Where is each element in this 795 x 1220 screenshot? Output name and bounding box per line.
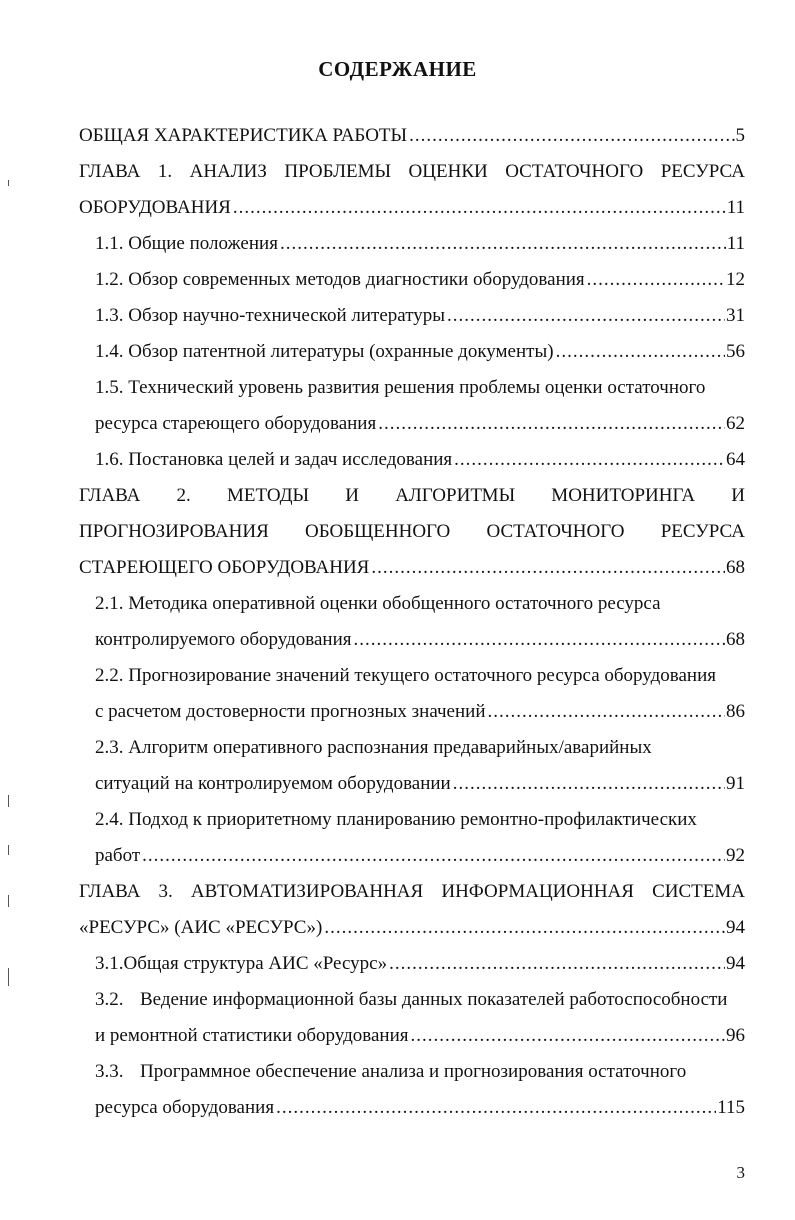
toc-entry-text: ПРОГНОЗИРОВАНИЯ ОБОБЩЕННОГО ОСТАТОЧНОГО РЕСУРСА bbox=[79, 521, 745, 542]
toc-entry-text: ГЛАВА 1. АНАЛИЗ ПРОБЛЕМЫ ОЦЕНКИ ОСТАТОЧНОГО РЕСУРСА bbox=[79, 161, 745, 182]
toc-entry-text: Программное обеспечение анализа и прогнозирования остаточного bbox=[140, 1061, 687, 1082]
toc-entry-text: ГЛАВА 3. АВТОМАТИЗИРОВАННАЯ ИНФОРМАЦИОННАЯ СИСТЕМА bbox=[79, 881, 745, 902]
toc-entry-1-4 bbox=[79, 334, 745, 370]
toc-entry-chapter-3-cont bbox=[79, 910, 745, 946]
dot-leader bbox=[276, 1090, 716, 1126]
toc-entry-text: 1.5. Технический уровень развития решения проблемы оценки остаточного bbox=[95, 377, 706, 398]
dot-leader bbox=[354, 622, 725, 658]
dot-leader bbox=[488, 694, 726, 730]
toc-entry-1-2 bbox=[79, 262, 745, 298]
toc-entry-text: и ремонтной статистики оборудования bbox=[95, 1025, 409, 1046]
toc-entry-1-1 bbox=[79, 226, 745, 262]
toc-entry-2-3 bbox=[79, 730, 745, 766]
toc-entry-2-1-cont bbox=[79, 622, 745, 658]
toc-entry-2-2-cont bbox=[79, 694, 745, 730]
toc-entry-text: ГЛАВА 2. МЕТОДЫ И АЛГОРИТМЫ МОНИТОРИНГА И bbox=[79, 485, 745, 506]
toc-entry-text: 2.4. Подход к приоритетному планированию ремонтно-профилактических bbox=[95, 809, 697, 830]
toc-entry-text: 2.1. Методика оперативной оценки обобщенного остаточного ресурса bbox=[95, 593, 661, 614]
toc-page-number: 94 bbox=[726, 917, 745, 938]
toc-page-number: 11 bbox=[726, 233, 745, 254]
toc-entry-3-2-cont bbox=[79, 1018, 745, 1054]
toc-entry-text: ресурса оборудования bbox=[95, 1097, 275, 1118]
toc-entry-chapter-2 bbox=[79, 478, 745, 514]
toc-page-number: 92 bbox=[726, 845, 745, 866]
page-title: СОДЕРЖАНИЕ bbox=[318, 57, 477, 81]
toc-entry-text: СТАРЕЮЩЕГО ОБОРУДОВАНИЯ bbox=[79, 557, 370, 578]
toc-entry-number: 3.1. bbox=[95, 953, 124, 974]
toc-page-number: 115 bbox=[717, 1097, 745, 1118]
toc-entry-chapter-2-end bbox=[79, 550, 745, 586]
toc-entry-1-5-cont bbox=[79, 406, 745, 442]
dot-leader bbox=[410, 1018, 725, 1054]
dot-leader bbox=[454, 442, 725, 478]
toc-page-number: 68 bbox=[726, 557, 745, 578]
toc-entry-1-3 bbox=[79, 298, 745, 334]
toc-page-number: 91 bbox=[726, 773, 745, 794]
toc-entry-text: 1.6. Постановка целей и задач исследования bbox=[95, 449, 453, 470]
dot-leader bbox=[447, 298, 725, 334]
toc-entry-text: 2.3. Алгоритм оперативного распознания предаварийных/аварийных bbox=[95, 737, 652, 758]
dot-leader bbox=[556, 334, 725, 370]
toc-entry-3-1 bbox=[79, 946, 745, 982]
toc-page-number: 31 bbox=[726, 305, 745, 326]
toc-page-number: 5 bbox=[735, 125, 745, 146]
toc-entry-general bbox=[79, 118, 745, 154]
toc-entry-chapter-1 bbox=[79, 154, 745, 190]
toc-entry-text: 1.3. Обзор научно-технической литературы bbox=[95, 305, 446, 326]
toc-entry-text: контролируемого оборудования bbox=[95, 629, 352, 650]
scan-margin-mark bbox=[8, 895, 9, 907]
dot-leader bbox=[409, 118, 734, 154]
toc-entry-2-4-cont bbox=[79, 838, 745, 874]
toc-entry-text: ОБЩАЯ ХАРАКТЕРИСТИКА РАБОТЫ bbox=[79, 125, 408, 146]
toc-entry-3-3-cont bbox=[79, 1090, 745, 1126]
toc-page-number: 12 bbox=[726, 269, 745, 290]
toc-entry-1-6 bbox=[79, 442, 745, 478]
dot-leader bbox=[142, 838, 725, 874]
toc-page-number: 86 bbox=[726, 701, 745, 722]
toc-entry-chapter-2-cont bbox=[79, 514, 745, 550]
page-number: 3 bbox=[736, 1163, 745, 1182]
dot-leader bbox=[280, 226, 726, 262]
toc-entry-text: ресурса стареющего оборудования bbox=[95, 413, 377, 434]
toc-page-number: 68 bbox=[726, 629, 745, 650]
dot-leader bbox=[324, 910, 725, 946]
scan-margin-mark bbox=[8, 845, 9, 855]
toc-entry-2-4 bbox=[79, 802, 745, 838]
toc-entry-2-2 bbox=[79, 658, 745, 694]
toc-entry-text: работ bbox=[95, 845, 141, 866]
toc-entry-chapter-1-cont bbox=[79, 190, 745, 226]
toc-page-number: 11 bbox=[726, 197, 745, 218]
toc-page-number: 64 bbox=[726, 449, 745, 470]
toc-entry-number: 3.3. bbox=[95, 1061, 124, 1082]
toc-entry-text: Ведение информационной базы данных показателей работоспособности bbox=[140, 989, 728, 1010]
toc-entry-text: Общая структура АИС «Ресурс» bbox=[123, 953, 388, 974]
toc-entry-text: 2.2. Прогнозирование значений текущего остаточного ресурса оборудования bbox=[95, 665, 716, 686]
table-of-contents bbox=[79, 118, 745, 1126]
toc-entry-text: 1.1. Общие положения bbox=[95, 233, 278, 254]
dot-leader bbox=[453, 766, 725, 802]
toc-entry-chapter-3 bbox=[79, 874, 745, 910]
toc-entry-text: ОБОРУДОВАНИЯ bbox=[79, 197, 231, 218]
toc-entry-text: «РЕСУРС» (АИС «РЕСУРС») bbox=[79, 917, 323, 938]
toc-entry-text: с расчетом достоверности прогнозных значений bbox=[95, 701, 486, 722]
dot-leader bbox=[233, 190, 726, 226]
dot-leader bbox=[378, 406, 725, 442]
scan-margin-mark bbox=[8, 180, 9, 186]
toc-entry-3-2 bbox=[79, 982, 745, 1018]
toc-entry-2-3-cont bbox=[79, 766, 745, 802]
toc-entry-2-1 bbox=[79, 586, 745, 622]
dot-leader bbox=[587, 262, 725, 298]
toc-entry-text: 1.2. Обзор современных методов диагностики оборудования bbox=[95, 269, 585, 290]
toc-page-number: 56 bbox=[726, 341, 745, 362]
scan-margin-mark bbox=[8, 968, 9, 986]
toc-entry-text: ситуаций на контролируемом оборудовании bbox=[95, 773, 451, 794]
toc-entry-1-5 bbox=[79, 370, 745, 406]
dot-leader bbox=[389, 946, 725, 982]
toc-entry-text: 1.4. Обзор патентной литературы (охранные документы) bbox=[95, 341, 554, 362]
toc-page-number: 96 bbox=[726, 1025, 745, 1046]
toc-entry-number: 3.2. bbox=[95, 989, 124, 1010]
toc-entry-3-3 bbox=[79, 1054, 745, 1090]
toc-page-number: 62 bbox=[726, 413, 745, 434]
dot-leader bbox=[371, 550, 725, 586]
toc-page-number: 94 bbox=[726, 953, 745, 974]
scan-margin-mark bbox=[8, 795, 9, 807]
